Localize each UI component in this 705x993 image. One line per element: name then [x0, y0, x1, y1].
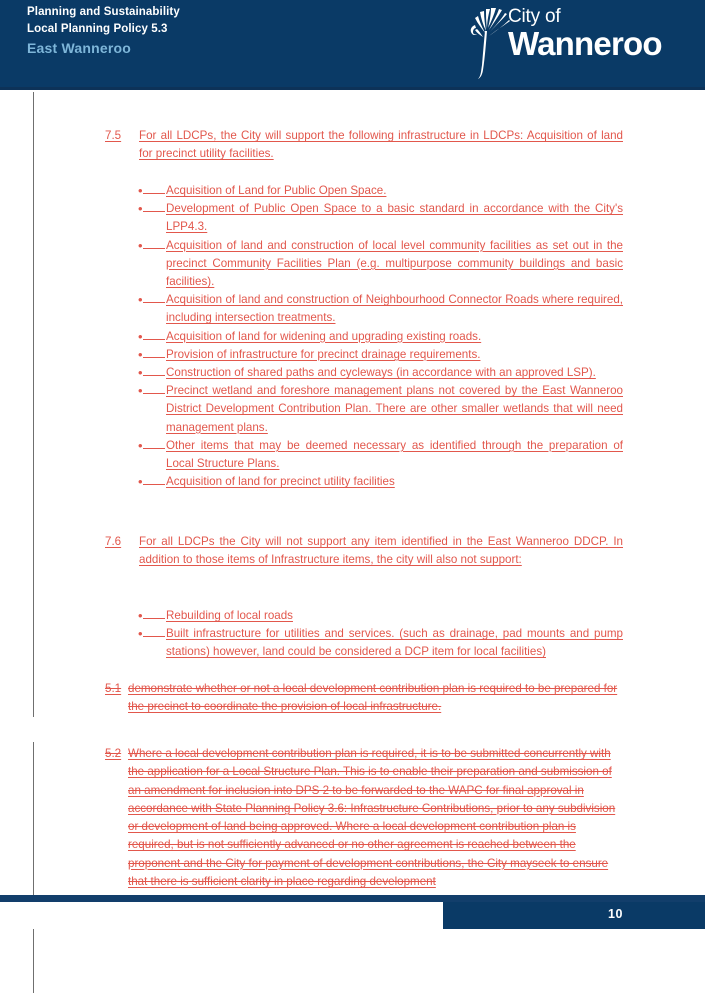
- list-item: [137, 473, 623, 491]
- page-header-banner: [0, 0, 705, 90]
- bullet-underline-dash: [143, 357, 165, 358]
- bullet-icon: •: [138, 383, 143, 399]
- list-item-label: Other items that may be deemed necessary as identified through the preparation of Local Structure Plans.: [166, 438, 623, 471]
- bullet-icon: •: [138, 474, 143, 490]
- revision-change-bar: [33, 92, 34, 717]
- header-title-group: [27, 7, 180, 55]
- list-item: [137, 200, 623, 236]
- clause-7-5: [105, 127, 623, 163]
- list-item-label: Acquisition of land for precinct utility facilities: [166, 475, 395, 489]
- deleted-clause-5-1: [105, 680, 623, 717]
- list-item: [137, 328, 623, 346]
- clause-7-6: [105, 533, 623, 569]
- list-item: [137, 625, 623, 661]
- footer-page-block: [443, 902, 705, 929]
- bullet-list-7-6: [137, 607, 623, 662]
- list-item-label: Rebuilding of local roads: [166, 609, 293, 622]
- list-item-label: Acquisition of land for widening and upgrading existing roads.: [166, 329, 482, 343]
- page-number: 10: [608, 907, 623, 921]
- bullet-icon: •: [138, 437, 143, 453]
- list-item: [137, 437, 623, 473]
- logo-wordmark: [508, 7, 662, 60]
- clause-number: 7.6: [105, 535, 122, 548]
- list-item-label: Development of Public Open Space to a basic standard in accordance with the City's LPP4.3.: [166, 202, 623, 234]
- clause-text: For all LDCPs, the City will support the following infrastructure in LDCPs: Acquisition of land for precinct utility facilities.: [139, 129, 623, 161]
- deleted-clause-5-2: [105, 745, 623, 891]
- clause-text: demonstrate whether or not a local development contribution plan is required to be prepared for the precinct to coordinate the provision of local infrastructure.: [128, 682, 618, 714]
- bullet-icon: •: [138, 292, 143, 308]
- bullet-icon: •: [138, 328, 143, 344]
- bullet-icon: •: [138, 608, 143, 623]
- list-item-label: Construction of shared paths and cycleways (in accordance with an approved LSP).: [166, 366, 596, 380]
- document-page-body: [0, 90, 705, 895]
- bullet-underline-dash: [143, 248, 165, 249]
- grasstree-icon: [466, 7, 512, 79]
- list-item: [137, 364, 623, 382]
- logo-wanneroo-text: Wanneroo: [508, 25, 662, 62]
- list-item-label: Acquisition of Land for Public Open Space.: [166, 184, 387, 197]
- list-item: [137, 382, 623, 437]
- bullet-icon: •: [138, 201, 143, 217]
- page-footer: [0, 895, 705, 929]
- bullet-underline-dash: [143, 302, 165, 303]
- bullet-icon: •: [138, 626, 143, 642]
- bullet-icon: •: [138, 346, 143, 362]
- list-item-label: Built infrastructure for utilities and services. (such as drainage, pad mounts and pump stations) however, land could be considered a DCP item for local facilities): [166, 627, 623, 659]
- header-subtitle: East Wanneroo: [27, 40, 131, 56]
- bullet-underline-dash: [143, 375, 165, 376]
- bullet-underline-dash: [143, 393, 165, 394]
- clause-number: 7.5: [105, 129, 122, 142]
- logo-city-of-text: City of: [508, 6, 561, 27]
- list-item: [137, 182, 623, 200]
- clause-number: 5.2: [105, 747, 122, 760]
- revision-change-bar: [33, 742, 34, 993]
- bullet-underline-dash: [143, 618, 165, 619]
- footer-divider-rule: [0, 895, 705, 902]
- bullet-icon: •: [138, 365, 143, 381]
- list-item-label: Acquisition of land and construction of Neighbourhood Connector Roads where required, including intersection treatments.: [166, 293, 623, 325]
- header-department: Planning and Sustainability: [27, 6, 180, 18]
- clause-number: 5.1: [105, 682, 122, 695]
- bullet-icon: •: [138, 183, 143, 198]
- city-of-wanneroo-logo: [462, 5, 692, 83]
- list-item: [137, 237, 623, 292]
- bullet-underline-dash: [143, 193, 165, 194]
- list-item-label: Provision of infrastructure for precinct drainage requirements.: [166, 347, 481, 361]
- header-policy: Local Planning Policy 5.3: [27, 22, 168, 35]
- clause-text: For all LDCPs the City will not support any item identified in the East Wanneroo DDCP. In addition to those items of Infrastructure items, the city will also not support:: [139, 535, 623, 567]
- list-item-label: Acquisition of land and construction of local level community facilities as set out in the precinct Community Facilities Plan (e.g. multipurpose community buildings and basic facilities).: [166, 238, 623, 289]
- bullet-underline-dash: [143, 339, 165, 340]
- bullet-underline-dash: [143, 211, 165, 212]
- bullet-underline-dash: [143, 484, 165, 485]
- list-item: [137, 291, 623, 327]
- bullet-underline-dash: [143, 636, 165, 637]
- clause-text: Where a local development contribution plan is required, it is to be submitted concurrently with the application for a Local Structure Plan. This is to enable their preparation and submission of an amendment for inclusion into DPS 2 to be forwarded to the WAPC for final approval in accordance with State Planning Policy 3.6: Infrastructure Contributions, prior to any subdivision or development of land being approved. Where a local development contribution plan is required, but is not sufficiently advanced or no other agreement is reached between the proponent and the City for payment of development contributions, the City mayseek to ensure that there is sufficient clarity in place regarding development: [128, 747, 616, 889]
- list-item-label: Precinct wetland and foreshore management plans not covered by the East Wanneroo District Development Contribution Plan. There are other smaller wetlands that will need management plans.: [166, 384, 623, 434]
- bullet-icon: •: [138, 237, 143, 253]
- bullet-list-7-5: [137, 182, 623, 491]
- list-item: [137, 346, 623, 364]
- list-item: [137, 607, 623, 625]
- bullet-underline-dash: [143, 448, 165, 449]
